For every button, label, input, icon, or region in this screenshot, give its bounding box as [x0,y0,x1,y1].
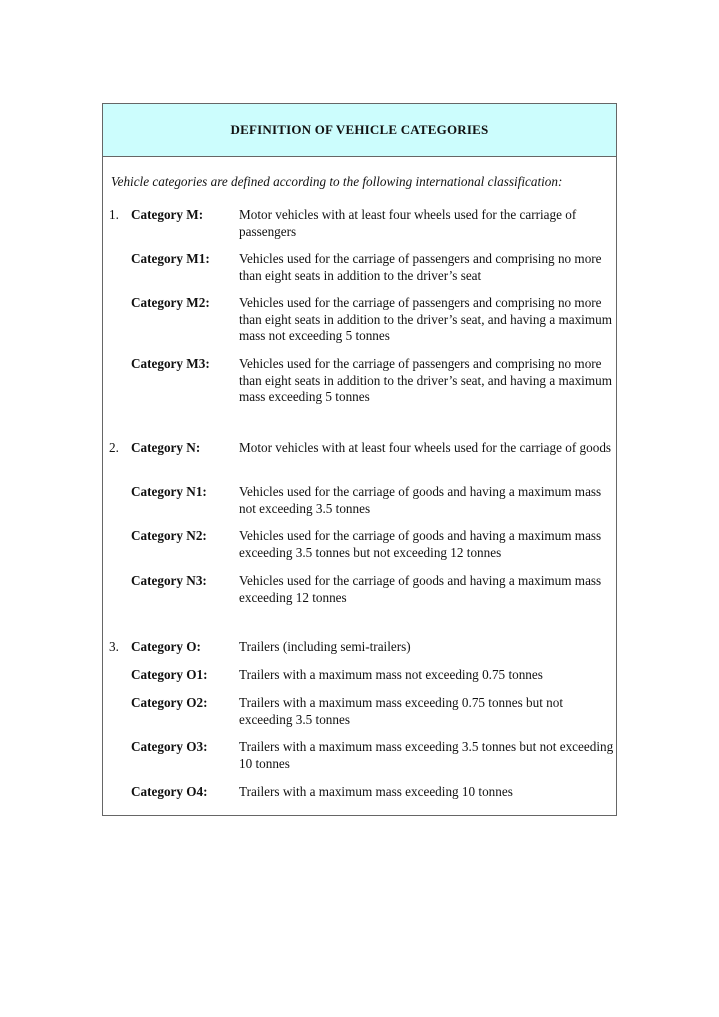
category-description: Vehicles used for the carriage of passengers and comprising no more than eight seats in addition to the driver’s seat [239,251,602,283]
category-label: Category N1: [131,484,207,499]
category-description: Vehicles used for the carriage of passengers and comprising no more than eight seats in addition to the driver’s seat, and having a maximum mass exceeding 5 tonnes [239,356,612,404]
category-description: Trailers with a maximum mass not exceeding 0.75 tonnes [239,667,543,682]
category-description: Trailers with a maximum mass exceeding 10 tonnes [239,784,513,799]
category-description: Trailers with a maximum mass exceeding 3.5 tonnes but not exceeding 10 tonnes [239,739,614,771]
definition-box [102,103,617,816]
intro-text: Vehicle categories are defined according to the following international classification: [111,174,563,189]
category-description: Vehicles used for the carriage of goods and having a maximum mass exceeding 3.5 tonnes but not exceeding 12 tonnes [239,528,602,560]
category-label: Category N3: [131,573,207,588]
category-label: Category N: [131,440,201,455]
category-label: Category O2: [131,695,208,710]
category-label: Category O: [131,639,201,654]
group-number: 1. [109,207,119,222]
category-label: Category M: [131,207,204,222]
category-label: Category M1: [131,251,210,266]
page-title: DEFINITION OF VEHICLE CATEGORIES [230,122,489,137]
category-description: Trailers with a maximum mass exceeding 0.75 tonnes but not exceeding 3.5 tonnes [239,695,564,727]
category-label: Category O1: [131,667,208,682]
group-number: 3. [109,639,119,654]
category-description: Vehicles used for the carriage of passengers and comprising no more than eight seats in addition to the driver’s seat, and having a maximum mass not exceeding 5 tonnes [239,295,612,343]
category-description: Vehicles used for the carriage of goods and having a maximum mass exceeding 12 tonnes [239,573,602,605]
category-label: Category N2: [131,528,207,543]
category-description: Motor vehicles with at least four wheels used for the carriage of goods [239,440,612,455]
category-description: Trailers (including semi-trailers) [239,639,411,654]
category-label: Category O3: [131,739,208,754]
definition-header [103,104,616,157]
category-label: Category M2: [131,295,210,310]
group-number: 2. [109,440,119,455]
category-label: Category M3: [131,356,210,371]
category-description: Motor vehicles with at least four wheels used for the carriage of passengers [239,207,577,239]
category-label: Category O4: [131,784,208,799]
category-description: Vehicles used for the carriage of goods and having a maximum mass not exceeding 3.5 tonnes [239,484,602,516]
